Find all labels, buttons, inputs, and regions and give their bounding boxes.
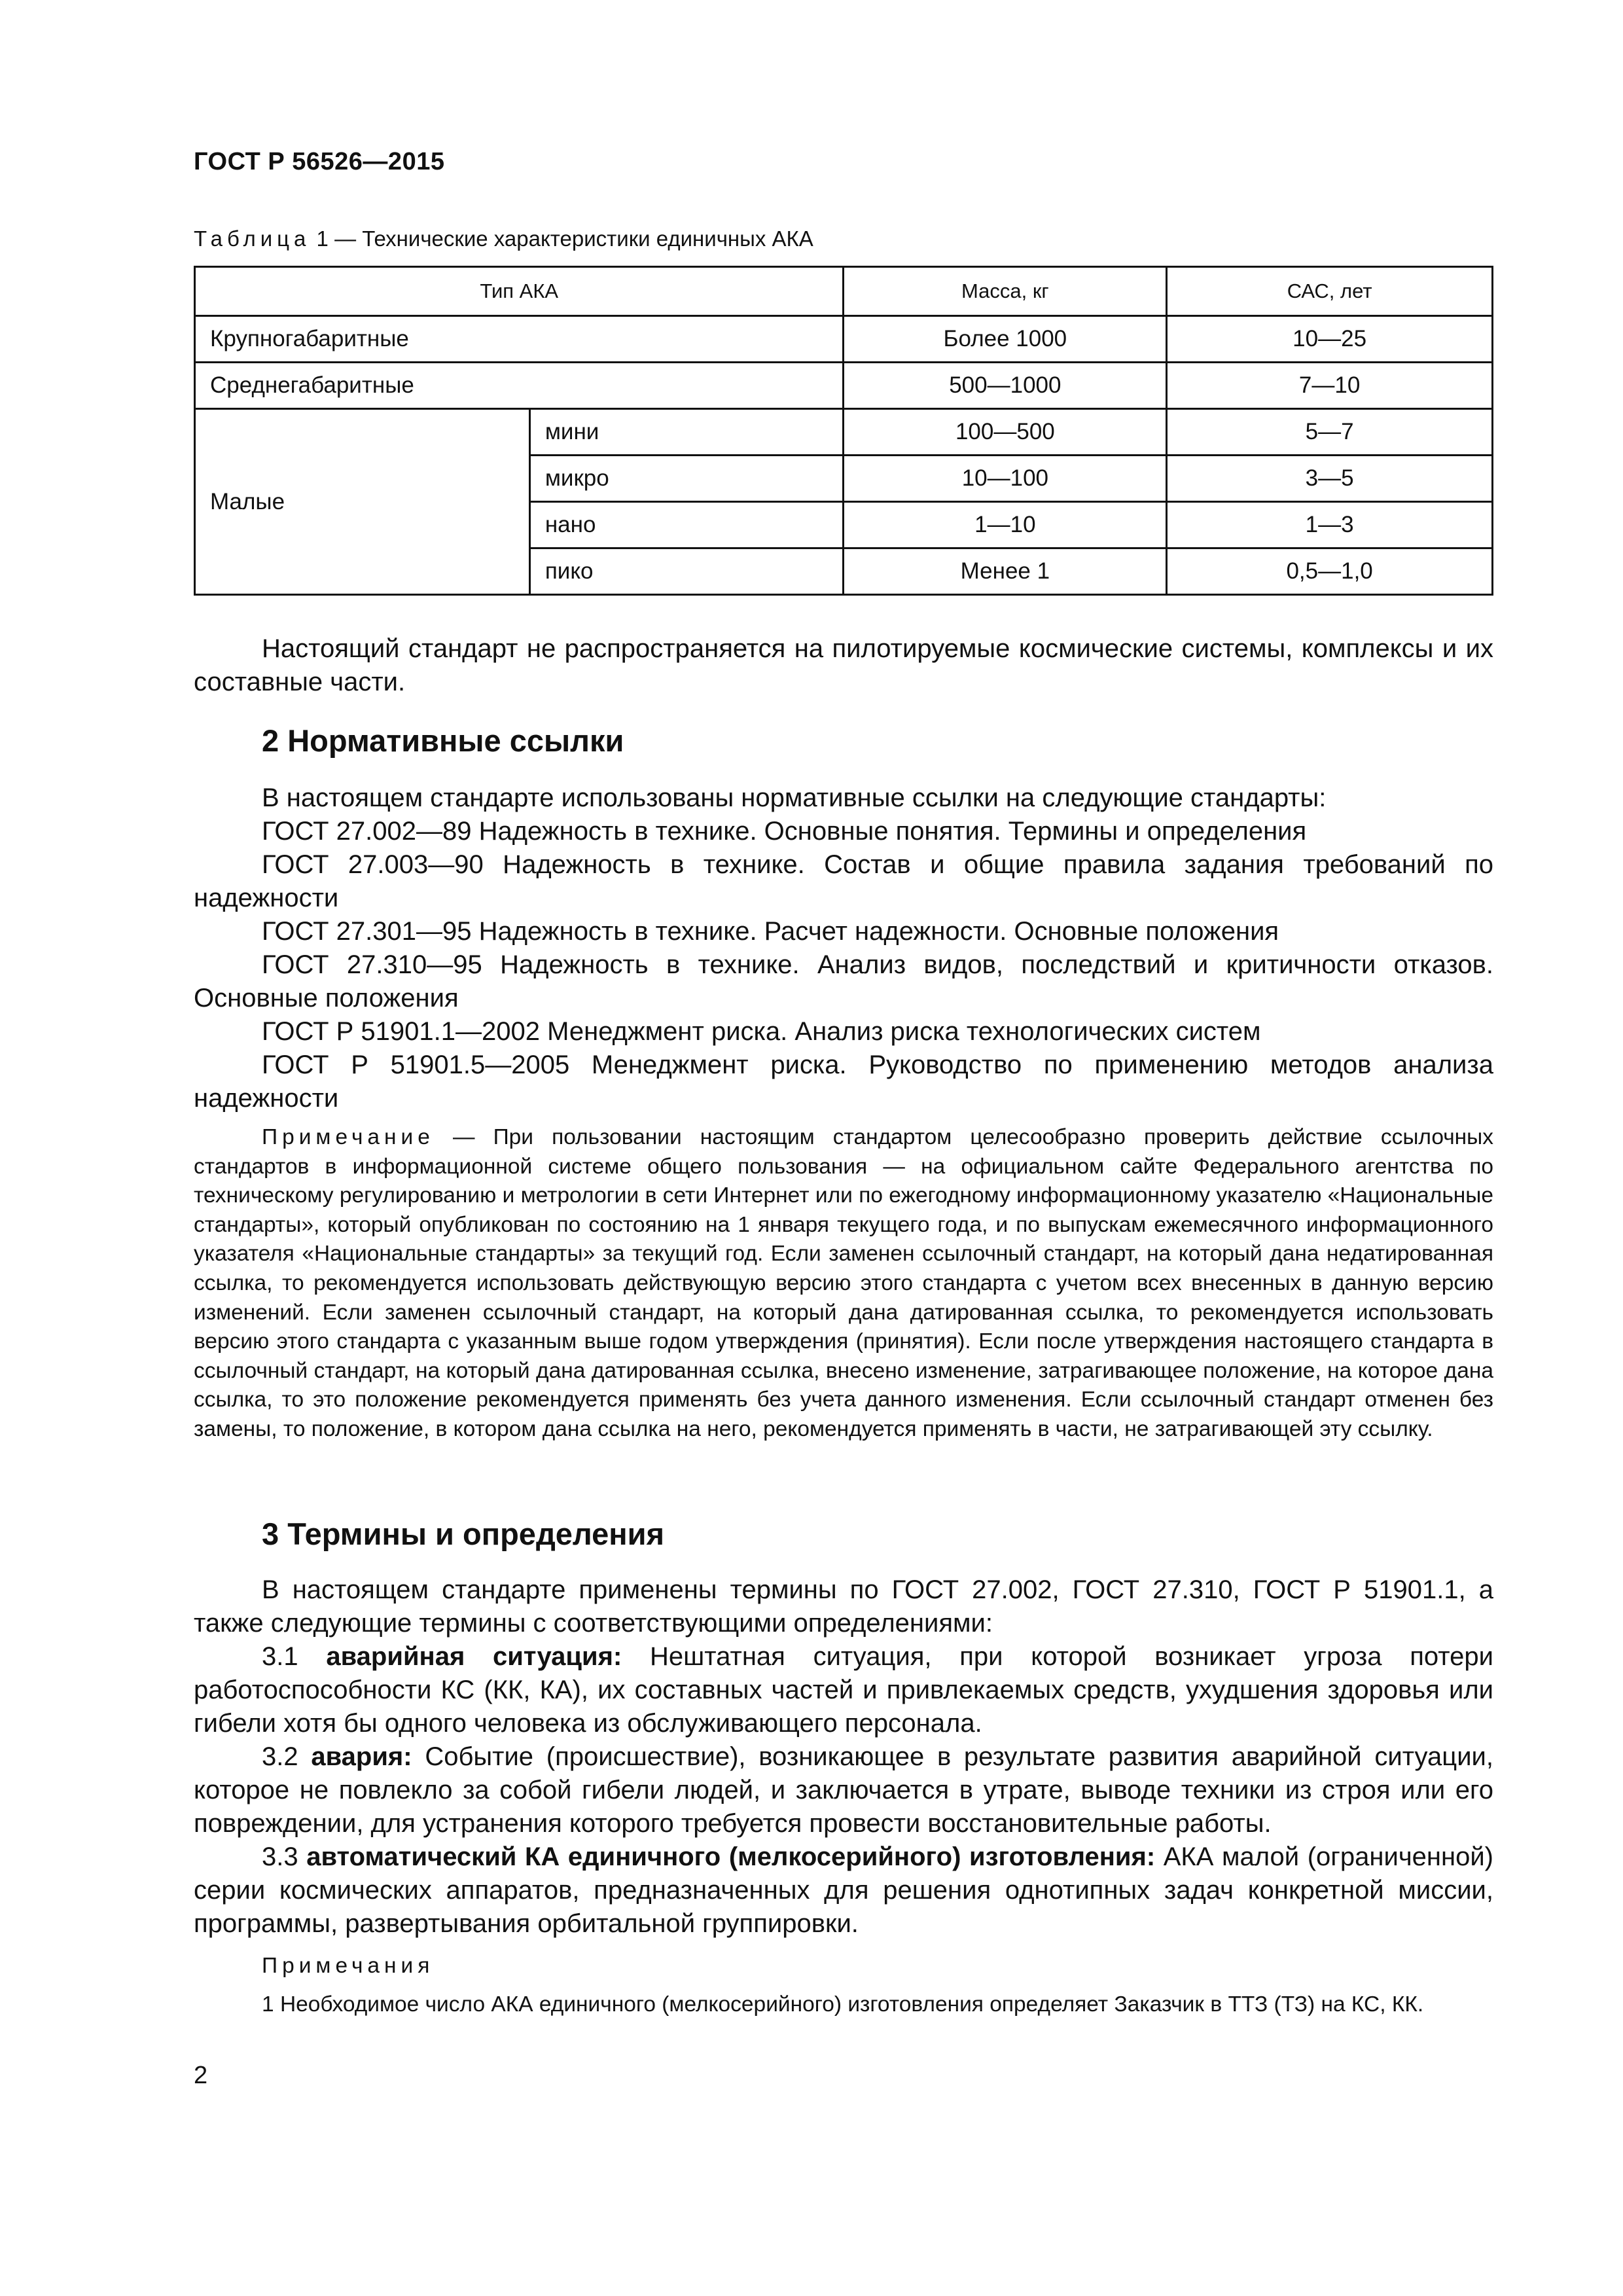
- section-2-note: [194, 1123, 1493, 1444]
- term-number: 3.1: [262, 1642, 327, 1671]
- table-header-row: [195, 267, 1493, 316]
- term-text: Событие (происшествие), возникающее в результате развития аварийной ситуации, которое не повлекло за собой гибели людей, и заключается в утрате, выводе техники из строя или его повреждении, для устранения которого требуется провести восстановительные работы.: [194, 1742, 1493, 1838]
- cell-sas: 7—10: [1167, 363, 1493, 409]
- table-row: [195, 363, 1493, 409]
- reference-item: ГОСТ 27.002—89 Надежность в технике. Основные понятия. Термины и определения: [262, 817, 1307, 846]
- cell-sas: 1—3: [1167, 502, 1493, 548]
- table-row: [195, 409, 1493, 456]
- section-2-body: [194, 781, 1493, 1115]
- cell-mass: 500—1000: [844, 363, 1167, 409]
- section-3-intro: В настоящем стандарте применены термины по ГОСТ 27.002, ГОСТ 27.310, ГОСТ Р 51901.1, а также следующие термины с соответствующими определениями:: [194, 1575, 1493, 1638]
- cell-sas: 3—5: [1167, 456, 1493, 502]
- term-text: АКА малой (ограниченной) серии космических аппаратов, предназначенных для решения однотипных задач конкретной миссии, программы, развертывания орбитальной группировки.: [194, 1842, 1493, 1938]
- header-type: Тип АКА: [195, 267, 844, 316]
- header-mass: Масса, кг: [844, 267, 1167, 316]
- specs-table: [194, 266, 1493, 596]
- cell-mass: 100—500: [844, 409, 1167, 456]
- section-3-title: 3 Термины и определения: [262, 1516, 664, 1551]
- scope-paragraph: [194, 632, 1493, 699]
- scope-text: Настоящий стандарт не распространяется на пилотируемые космические системы, комплексы и их составные части.: [194, 634, 1493, 696]
- cell-subtype: нано: [529, 502, 844, 548]
- note-paragraph: [194, 1123, 1493, 1444]
- note-text: — При пользовании настоящим стандартом целесообразно проверить действие ссылочных стандартов в информационной системе общего пользования — на официальном сайте Федерального агентства по техническому регулированию и метрологии в сети Интернет или по ежегодному информационному указателю «Национальные стандарты», который опубликован по состоянию на 1 января текущего года, и по выпускам ежемесячного информационного указателя «Национальные стандарты» за текущий год. Если заменен ссылочный стандарт, на который дана недатированная ссылка, то рекомендуется использовать действующую версию этого стандарта с учетом всех внесенных в данную версию изменений. Если заменен ссылочный стандарт, на который дана датированная ссылка, то рекомендуется использовать версию этого стандарта с указанным выше годом утверждения (принятия). Если после утверждения настоящего стандарта в ссылочный стандарт, на который дана датированная ссылка, внесено изменение, затрагивающее положение, на которое дана ссылка, то это положение рекомендуется применять без учета данного изменения. Если ссылочный стандарт отменен без замены, то положение, в котором дана ссылка на него, рекомендуется применять в части, не затрагивающей эту ссылку.: [194, 1125, 1493, 1441]
- term-number: 3.2: [262, 1742, 312, 1771]
- section-2-title: 2 Нормативные ссылки: [262, 723, 624, 758]
- reference-item: ГОСТ Р 51901.1—2002 Менеджмент риска. Анализ риска технологических систем: [262, 1017, 1261, 1046]
- section-2-line: В настоящем стандарте использованы нормативные ссылки на следующие стандарты:: [262, 783, 1327, 812]
- term-text: Нештатная ситуация, при которой возникает угроза потери работоспособности КС (КК, КА), их составных частей и привлекаемых средств, ухудшения здоровья или гибели хотя бы одного человека из обслуживающего персонала.: [194, 1642, 1494, 1738]
- cell-type: Крупногабаритные: [195, 316, 844, 363]
- reference-item: ГОСТ 27.003—90 Надежность в технике. Состав и общие правила задания требований по надежности: [194, 850, 1493, 912]
- term-name: авария:: [311, 1742, 412, 1771]
- cell-sas: 10—25: [1167, 316, 1493, 363]
- cell-subtype: микро: [529, 456, 844, 502]
- term-definition: [194, 1640, 1493, 1740]
- table-caption-text: 1 — Технические характеристики единичных АКА: [310, 226, 813, 251]
- cell-type: Среднегабаритные: [195, 363, 844, 409]
- term-definition: [194, 1840, 1493, 1941]
- reference-item: ГОСТ 27.310—95 Надежность в технике. Анализ видов, последствий и критичности отказов. Основные положения: [194, 950, 1493, 1013]
- cell-mass: 1—10: [844, 502, 1167, 548]
- header-sas: САС, лет: [1167, 267, 1493, 316]
- cell-mass: Менее 1: [844, 548, 1167, 595]
- cell-mass: 10—100: [844, 456, 1167, 502]
- page-number: 2: [194, 2062, 208, 2089]
- term-definition: [194, 1740, 1493, 1840]
- table-caption-word: Таблица: [194, 226, 311, 251]
- table-row: [195, 316, 1493, 363]
- notes-label: Примечания: [262, 1954, 435, 1978]
- cell-subtype: мини: [529, 409, 844, 456]
- table-caption: [194, 226, 813, 251]
- cell-small-label: Малые: [195, 409, 530, 595]
- cell-subtype: пико: [529, 548, 844, 595]
- note-label: Примечание: [262, 1125, 435, 1149]
- reference-item: ГОСТ Р 51901.5—2005 Менеджмент риска. Руководство по применению методов анализа надежности: [194, 1050, 1493, 1113]
- note-item: 1 Необходимое число АКА единичного (мелкосерийного) изготовления определяет Заказчик в ТТЗ (ТЗ) на КС, КК.: [262, 1992, 1424, 2017]
- term-number: 3.3: [262, 1842, 307, 1871]
- cell-sas: 5—7: [1167, 409, 1493, 456]
- reference-item: ГОСТ 27.301—95 Надежность в технике. Расчет надежности. Основные положения: [262, 917, 1279, 946]
- section-3-notes: [194, 1952, 1493, 2019]
- term-name: аварийная ситуация:: [326, 1642, 622, 1671]
- cell-mass: Более 1000: [844, 316, 1167, 363]
- section-3-body: [194, 1573, 1493, 1941]
- document-code-header: ГОСТ Р 56526—2015: [194, 148, 445, 175]
- cell-sas: 0,5—1,0: [1167, 548, 1493, 595]
- term-name: автоматический КА единичного (мелкосерийного) изготовления:: [306, 1842, 1156, 1871]
